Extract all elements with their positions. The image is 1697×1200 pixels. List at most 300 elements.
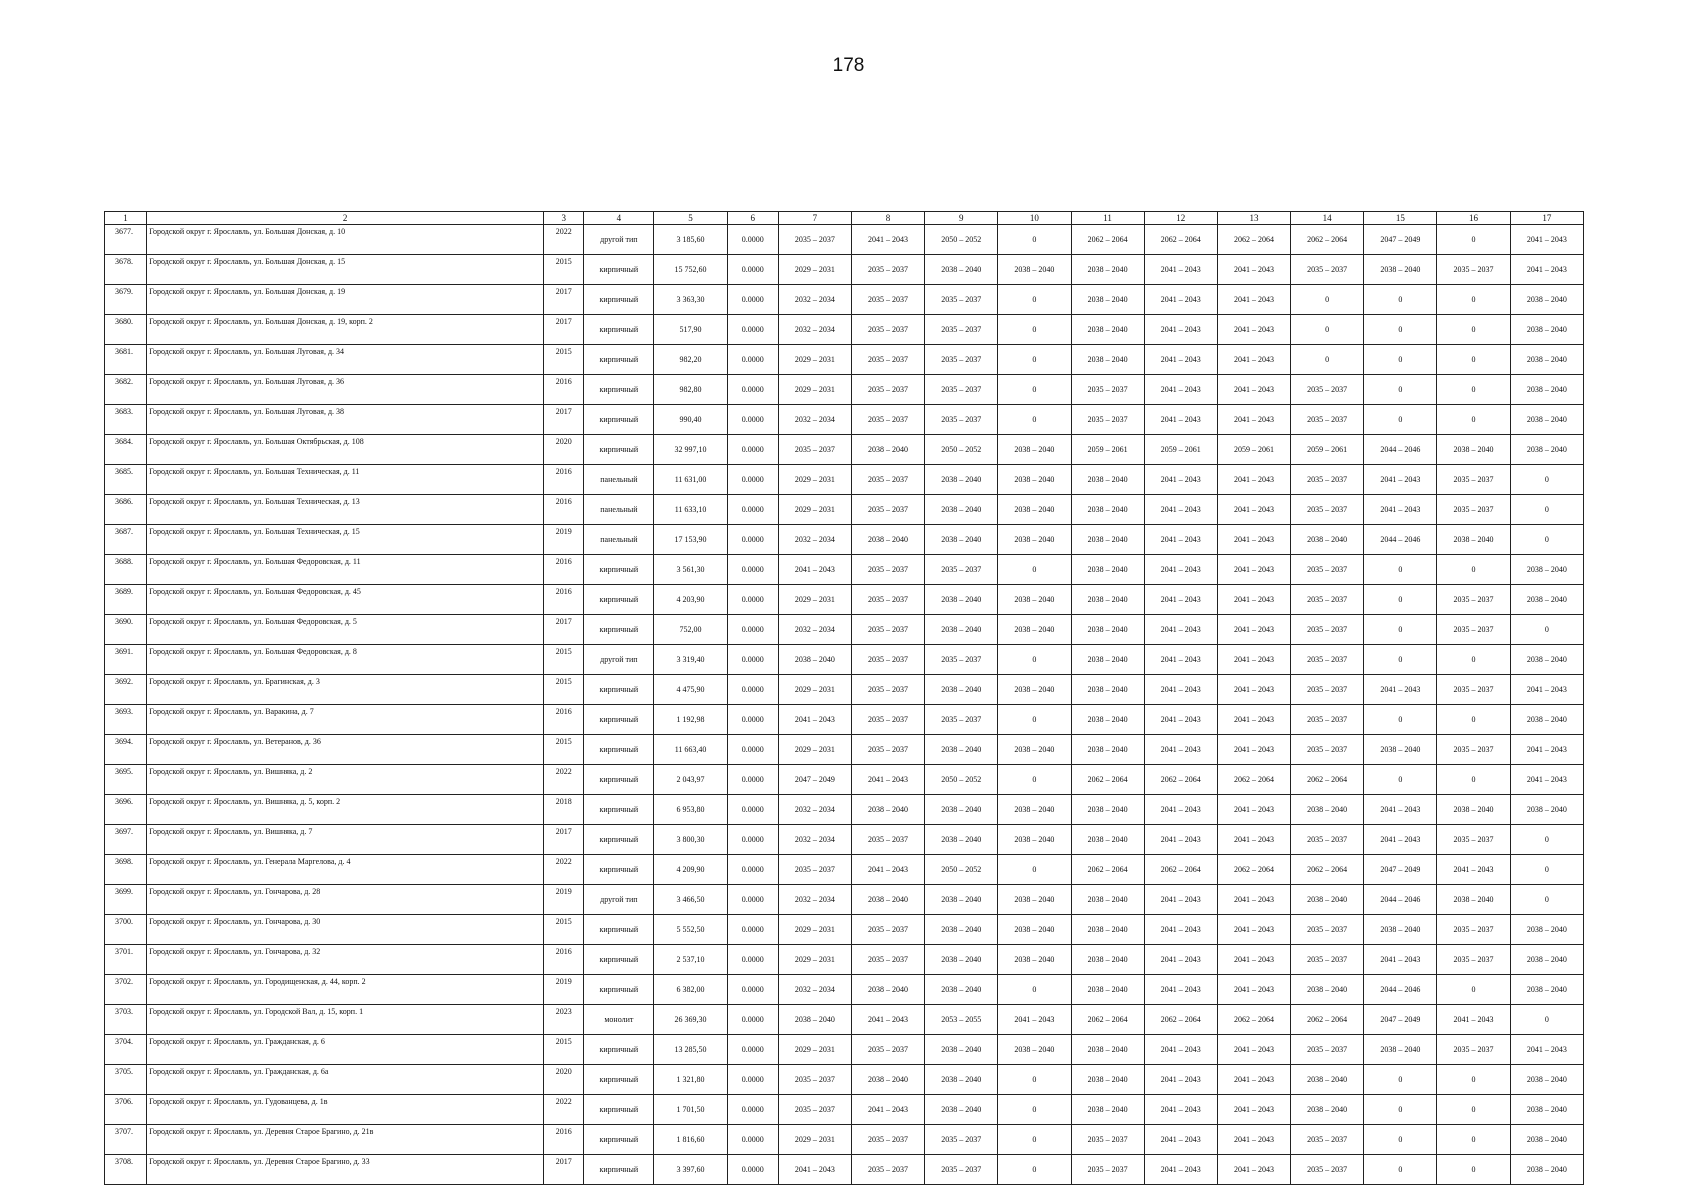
row-number-cell: 3702. [105, 975, 147, 1005]
period-cell-col-15: 0 [1364, 375, 1437, 405]
period-cell-col-11: 2038 – 2040 [1071, 1065, 1144, 1095]
period-cell-col-16: 0 [1437, 225, 1510, 255]
table-row [105, 495, 1584, 525]
address-cell: Городской округ г. Ярославль, ул. Большая Октябрьская, д. 108 [147, 435, 544, 465]
period-cell-col-7: 2029 – 2031 [778, 585, 851, 615]
period-cell-col-17: 2038 – 2040 [1510, 645, 1583, 675]
coefficient-cell: 0.0000 [727, 435, 778, 465]
period-cell-col-9: 2035 – 2037 [925, 345, 998, 375]
wall-material-cell: кирпичный [584, 255, 654, 285]
period-cell-col-14: 2035 – 2037 [1291, 255, 1364, 285]
period-cell-col-11: 2035 – 2037 [1071, 375, 1144, 405]
period-cell-col-16: 2041 – 2043 [1437, 1005, 1510, 1035]
area-cell: 4 209,90 [654, 855, 727, 885]
coefficient-cell: 0.0000 [727, 705, 778, 735]
period-cell-col-15: 2044 – 2046 [1364, 885, 1437, 915]
period-cell-col-13: 2041 – 2043 [1217, 705, 1290, 735]
period-cell-col-9: 2035 – 2037 [925, 375, 998, 405]
period-cell-col-17: 2038 – 2040 [1510, 555, 1583, 585]
period-cell-col-16: 2035 – 2037 [1437, 945, 1510, 975]
table-row [105, 345, 1584, 375]
coefficient-cell: 0.0000 [727, 585, 778, 615]
period-cell-col-15: 0 [1364, 615, 1437, 645]
table-row [105, 735, 1584, 765]
table-row [105, 705, 1584, 735]
wall-material-cell: панельный [584, 495, 654, 525]
row-number-cell: 3686. [105, 495, 147, 525]
period-cell-col-10: 2038 – 2040 [998, 945, 1071, 975]
year-cell: 2018 [544, 795, 584, 825]
period-cell-col-7: 2035 – 2037 [778, 225, 851, 255]
address-cell: Городской округ г. Ярославль, ул. Вишняка, д. 7 [147, 825, 544, 855]
period-cell-col-11: 2062 – 2064 [1071, 1005, 1144, 1035]
period-cell-col-13: 2041 – 2043 [1217, 375, 1290, 405]
address-cell: Городской округ г. Ярославль, ул. Большая Федоровская, д. 8 [147, 645, 544, 675]
period-cell-col-17: 0 [1510, 885, 1583, 915]
period-cell-col-7: 2047 – 2049 [778, 765, 851, 795]
period-cell-col-7: 2029 – 2031 [778, 915, 851, 945]
column-header-15: 15 [1364, 212, 1437, 225]
period-cell-col-10: 0 [998, 555, 1071, 585]
coefficient-cell: 0.0000 [727, 1005, 778, 1035]
period-cell-col-14: 2035 – 2037 [1291, 735, 1364, 765]
table-row [105, 465, 1584, 495]
period-cell-col-12: 2041 – 2043 [1144, 795, 1217, 825]
wall-material-cell: другой тип [584, 885, 654, 915]
year-cell: 2015 [544, 255, 584, 285]
period-cell-col-14: 2035 – 2037 [1291, 825, 1364, 855]
period-cell-col-17: 2038 – 2040 [1510, 705, 1583, 735]
wall-material-cell: кирпичный [584, 1065, 654, 1095]
period-cell-col-14: 2038 – 2040 [1291, 1095, 1364, 1125]
period-cell-col-7: 2032 – 2034 [778, 615, 851, 645]
period-cell-col-10: 0 [998, 375, 1071, 405]
period-cell-col-16: 0 [1437, 975, 1510, 1005]
period-cell-col-14: 2035 – 2037 [1291, 915, 1364, 945]
column-header-9: 9 [925, 212, 998, 225]
area-cell: 26 369,30 [654, 1005, 727, 1035]
year-cell: 2015 [544, 1035, 584, 1065]
area-cell: 990,40 [654, 405, 727, 435]
row-number-cell: 3694. [105, 735, 147, 765]
area-cell: 1 192,98 [654, 705, 727, 735]
period-cell-col-9: 2038 – 2040 [925, 975, 998, 1005]
period-cell-col-11: 2059 – 2061 [1071, 435, 1144, 465]
period-cell-col-11: 2038 – 2040 [1071, 285, 1144, 315]
period-cell-col-17: 2038 – 2040 [1510, 795, 1583, 825]
wall-material-cell: панельный [584, 465, 654, 495]
coefficient-cell: 0.0000 [727, 1155, 778, 1185]
period-cell-col-12: 2041 – 2043 [1144, 1095, 1217, 1125]
area-cell: 4 203,90 [654, 585, 727, 615]
period-cell-col-7: 2029 – 2031 [778, 735, 851, 765]
period-cell-col-7: 2035 – 2037 [778, 1065, 851, 1095]
period-cell-col-9: 2038 – 2040 [925, 465, 998, 495]
period-cell-col-12: 2041 – 2043 [1144, 1155, 1217, 1185]
period-cell-col-13: 2041 – 2043 [1217, 1035, 1290, 1065]
column-header-14: 14 [1291, 212, 1364, 225]
period-cell-col-13: 2041 – 2043 [1217, 255, 1290, 285]
period-cell-col-16: 0 [1437, 765, 1510, 795]
period-cell-col-11: 2038 – 2040 [1071, 255, 1144, 285]
period-cell-col-16: 2035 – 2037 [1437, 495, 1510, 525]
period-cell-col-11: 2038 – 2040 [1071, 885, 1144, 915]
period-cell-col-13: 2041 – 2043 [1217, 945, 1290, 975]
period-cell-col-17: 0 [1510, 1005, 1583, 1035]
address-cell: Городской округ г. Ярославль, ул. Гудованцева, д. 1в [147, 1095, 544, 1125]
period-cell-col-10: 0 [998, 345, 1071, 375]
address-cell: Городской округ г. Ярославль, ул. Деревня Старое Брагино, д. 33 [147, 1155, 544, 1185]
year-cell: 2015 [544, 645, 584, 675]
coefficient-cell: 0.0000 [727, 825, 778, 855]
period-cell-col-9: 2050 – 2052 [925, 765, 998, 795]
column-header-5: 5 [654, 212, 727, 225]
period-cell-col-14: 2035 – 2037 [1291, 375, 1364, 405]
table-row [105, 315, 1584, 345]
table-row [105, 375, 1584, 405]
period-cell-col-17: 2041 – 2043 [1510, 1035, 1583, 1065]
table-row [105, 975, 1584, 1005]
column-header-1: 1 [105, 212, 147, 225]
period-cell-col-8: 2041 – 2043 [851, 1005, 924, 1035]
period-cell-col-15: 0 [1364, 705, 1437, 735]
period-cell-col-12: 2041 – 2043 [1144, 525, 1217, 555]
period-cell-col-10: 2038 – 2040 [998, 795, 1071, 825]
period-cell-col-10: 2038 – 2040 [998, 1035, 1071, 1065]
area-cell: 11 633,10 [654, 495, 727, 525]
address-cell: Городской округ г. Ярославль, ул. Брагинская, д. 3 [147, 675, 544, 705]
row-number-cell: 3692. [105, 675, 147, 705]
row-number-cell: 3696. [105, 795, 147, 825]
period-cell-col-13: 2041 – 2043 [1217, 1065, 1290, 1095]
coefficient-cell: 0.0000 [727, 345, 778, 375]
coefficient-cell: 0.0000 [727, 885, 778, 915]
year-cell: 2017 [544, 1155, 584, 1185]
period-cell-col-16: 2035 – 2037 [1437, 255, 1510, 285]
year-cell: 2017 [544, 315, 584, 345]
period-cell-col-15: 0 [1364, 645, 1437, 675]
period-cell-col-16: 2035 – 2037 [1437, 675, 1510, 705]
period-cell-col-16: 2035 – 2037 [1437, 825, 1510, 855]
year-cell: 2019 [544, 525, 584, 555]
period-cell-col-12: 2041 – 2043 [1144, 615, 1217, 645]
period-cell-col-11: 2038 – 2040 [1071, 555, 1144, 585]
period-cell-col-17: 2038 – 2040 [1510, 585, 1583, 615]
period-cell-col-17: 2038 – 2040 [1510, 1155, 1583, 1185]
period-cell-col-14: 2035 – 2037 [1291, 645, 1364, 675]
period-cell-col-9: 2038 – 2040 [925, 525, 998, 555]
period-cell-col-16: 2035 – 2037 [1437, 735, 1510, 765]
address-cell: Городской округ г. Ярославль, ул. Большая Техническая, д. 11 [147, 465, 544, 495]
period-cell-col-10: 2038 – 2040 [998, 885, 1071, 915]
area-cell: 4 475,90 [654, 675, 727, 705]
period-cell-col-12: 2041 – 2043 [1144, 915, 1217, 945]
period-cell-col-16: 0 [1437, 315, 1510, 345]
period-cell-col-10: 2038 – 2040 [998, 465, 1071, 495]
period-cell-col-9: 2038 – 2040 [925, 615, 998, 645]
period-cell-col-13: 2041 – 2043 [1217, 1125, 1290, 1155]
period-cell-col-7: 2038 – 2040 [778, 1005, 851, 1035]
address-cell: Городской округ г. Ярославль, ул. Генерала Маргелова, д. 4 [147, 855, 544, 885]
period-cell-col-17: 2038 – 2040 [1510, 345, 1583, 375]
period-cell-col-11: 2062 – 2064 [1071, 855, 1144, 885]
period-cell-col-9: 2035 – 2037 [925, 405, 998, 435]
period-cell-col-14: 2038 – 2040 [1291, 795, 1364, 825]
row-number-cell: 3681. [105, 345, 147, 375]
period-cell-col-10: 2038 – 2040 [998, 615, 1071, 645]
address-cell: Городской округ г. Ярославль, ул. Большая Федоровская, д. 5 [147, 615, 544, 645]
period-cell-col-12: 2041 – 2043 [1144, 675, 1217, 705]
table-row [105, 255, 1584, 285]
period-cell-col-11: 2038 – 2040 [1071, 585, 1144, 615]
period-cell-col-7: 2029 – 2031 [778, 255, 851, 285]
period-cell-col-15: 0 [1364, 405, 1437, 435]
table-row [105, 525, 1584, 555]
period-cell-col-10: 0 [998, 1065, 1071, 1095]
year-cell: 2016 [544, 465, 584, 495]
period-cell-col-7: 2032 – 2034 [778, 795, 851, 825]
period-cell-col-10: 0 [998, 855, 1071, 885]
period-cell-col-11: 2038 – 2040 [1071, 795, 1144, 825]
period-cell-col-13: 2041 – 2043 [1217, 405, 1290, 435]
period-cell-col-11: 2038 – 2040 [1071, 975, 1144, 1005]
coefficient-cell: 0.0000 [727, 285, 778, 315]
period-cell-col-8: 2038 – 2040 [851, 1065, 924, 1095]
period-cell-col-11: 2038 – 2040 [1071, 525, 1144, 555]
period-cell-col-17: 2038 – 2040 [1510, 1065, 1583, 1095]
period-cell-col-7: 2032 – 2034 [778, 825, 851, 855]
period-cell-col-12: 2041 – 2043 [1144, 585, 1217, 615]
period-cell-col-13: 2041 – 2043 [1217, 825, 1290, 855]
period-cell-col-14: 2038 – 2040 [1291, 525, 1364, 555]
row-number-cell: 3704. [105, 1035, 147, 1065]
year-cell: 2017 [544, 285, 584, 315]
period-cell-col-13: 2041 – 2043 [1217, 285, 1290, 315]
period-cell-col-14: 0 [1291, 345, 1364, 375]
year-cell: 2016 [544, 585, 584, 615]
year-cell: 2016 [544, 555, 584, 585]
row-number-cell: 3682. [105, 375, 147, 405]
period-cell-col-9: 2035 – 2037 [925, 1155, 998, 1185]
period-cell-col-9: 2038 – 2040 [925, 825, 998, 855]
period-cell-col-7: 2029 – 2031 [778, 675, 851, 705]
period-cell-col-12: 2041 – 2043 [1144, 1065, 1217, 1095]
period-cell-col-7: 2029 – 2031 [778, 465, 851, 495]
period-cell-col-8: 2041 – 2043 [851, 1095, 924, 1125]
period-cell-col-8: 2035 – 2037 [851, 1035, 924, 1065]
column-header-13: 13 [1217, 212, 1290, 225]
table-row [105, 285, 1584, 315]
year-cell: 2023 [544, 1005, 584, 1035]
period-cell-col-13: 2041 – 2043 [1217, 315, 1290, 345]
area-cell: 1 816,60 [654, 1125, 727, 1155]
period-cell-col-15: 2041 – 2043 [1364, 675, 1437, 705]
wall-material-cell: кирпичный [584, 795, 654, 825]
row-number-cell: 3689. [105, 585, 147, 615]
period-cell-col-16: 2035 – 2037 [1437, 585, 1510, 615]
period-cell-col-11: 2038 – 2040 [1071, 465, 1144, 495]
period-cell-col-13: 2062 – 2064 [1217, 225, 1290, 255]
period-cell-col-15: 2041 – 2043 [1364, 495, 1437, 525]
row-number-cell: 3688. [105, 555, 147, 585]
period-cell-col-12: 2041 – 2043 [1144, 315, 1217, 345]
wall-material-cell: кирпичный [584, 375, 654, 405]
period-cell-col-9: 2038 – 2040 [925, 735, 998, 765]
year-cell: 2019 [544, 885, 584, 915]
period-cell-col-17: 2038 – 2040 [1510, 975, 1583, 1005]
period-cell-col-12: 2041 – 2043 [1144, 1035, 1217, 1065]
period-cell-col-8: 2041 – 2043 [851, 225, 924, 255]
period-cell-col-9: 2035 – 2037 [925, 555, 998, 585]
period-cell-col-15: 2041 – 2043 [1364, 795, 1437, 825]
wall-material-cell: кирпичный [584, 615, 654, 645]
period-cell-col-12: 2041 – 2043 [1144, 825, 1217, 855]
year-cell: 2016 [544, 1125, 584, 1155]
row-number-cell: 3705. [105, 1065, 147, 1095]
period-cell-col-15: 2044 – 2046 [1364, 525, 1437, 555]
period-cell-col-11: 2062 – 2064 [1071, 765, 1144, 795]
row-number-cell: 3693. [105, 705, 147, 735]
period-cell-col-7: 2041 – 2043 [778, 1155, 851, 1185]
period-cell-col-16: 2038 – 2040 [1437, 435, 1510, 465]
table-body [105, 225, 1584, 1185]
period-cell-col-11: 2035 – 2037 [1071, 405, 1144, 435]
coefficient-cell: 0.0000 [727, 465, 778, 495]
period-cell-col-13: 2062 – 2064 [1217, 765, 1290, 795]
period-cell-col-10: 2038 – 2040 [998, 735, 1071, 765]
row-number-cell: 3687. [105, 525, 147, 555]
period-cell-col-7: 2032 – 2034 [778, 315, 851, 345]
period-cell-col-11: 2038 – 2040 [1071, 615, 1144, 645]
row-number-cell: 3680. [105, 315, 147, 345]
address-cell: Городской округ г. Ярославль, ул. Городской Вал, д. 15, корп. 1 [147, 1005, 544, 1035]
year-cell: 2022 [544, 225, 584, 255]
period-cell-col-13: 2062 – 2064 [1217, 855, 1290, 885]
wall-material-cell: кирпичный [584, 1155, 654, 1185]
period-cell-col-7: 2038 – 2040 [778, 645, 851, 675]
period-cell-col-7: 2032 – 2034 [778, 975, 851, 1005]
period-cell-col-11: 2038 – 2040 [1071, 705, 1144, 735]
period-cell-col-14: 2062 – 2064 [1291, 225, 1364, 255]
period-cell-col-13: 2041 – 2043 [1217, 975, 1290, 1005]
period-cell-col-10: 2041 – 2043 [998, 1005, 1071, 1035]
period-cell-col-9: 2050 – 2052 [925, 225, 998, 255]
period-cell-col-7: 2029 – 2031 [778, 945, 851, 975]
wall-material-cell: кирпичный [584, 705, 654, 735]
table-row [105, 885, 1584, 915]
period-cell-col-7: 2032 – 2034 [778, 285, 851, 315]
row-number-cell: 3678. [105, 255, 147, 285]
period-cell-col-17: 2038 – 2040 [1510, 945, 1583, 975]
period-cell-col-8: 2035 – 2037 [851, 1125, 924, 1155]
period-cell-col-14: 2035 – 2037 [1291, 465, 1364, 495]
address-cell: Городской округ г. Ярославль, ул. Большая Донская, д. 10 [147, 225, 544, 255]
address-cell: Городской округ г. Ярославль, ул. Гончарова, д. 32 [147, 945, 544, 975]
period-cell-col-7: 2029 – 2031 [778, 1125, 851, 1155]
period-cell-col-8: 2038 – 2040 [851, 795, 924, 825]
period-cell-col-7: 2035 – 2037 [778, 1095, 851, 1125]
period-cell-col-8: 2035 – 2037 [851, 255, 924, 285]
coefficient-cell: 0.0000 [727, 405, 778, 435]
coefficient-cell: 0.0000 [727, 1125, 778, 1155]
year-cell: 2022 [544, 765, 584, 795]
wall-material-cell: кирпичный [584, 315, 654, 345]
period-cell-col-15: 0 [1364, 585, 1437, 615]
period-cell-col-16: 0 [1437, 1125, 1510, 1155]
period-cell-col-13: 2041 – 2043 [1217, 495, 1290, 525]
period-cell-col-12: 2041 – 2043 [1144, 375, 1217, 405]
period-cell-col-17: 0 [1510, 855, 1583, 885]
period-cell-col-15: 2038 – 2040 [1364, 255, 1437, 285]
area-cell: 32 997,10 [654, 435, 727, 465]
period-cell-col-8: 2038 – 2040 [851, 975, 924, 1005]
period-cell-col-17: 2041 – 2043 [1510, 735, 1583, 765]
period-cell-col-12: 2041 – 2043 [1144, 975, 1217, 1005]
year-cell: 2017 [544, 405, 584, 435]
column-header-17: 17 [1510, 212, 1583, 225]
period-cell-col-15: 2044 – 2046 [1364, 435, 1437, 465]
column-header-3: 3 [544, 212, 584, 225]
period-cell-col-16: 0 [1437, 345, 1510, 375]
coefficient-cell: 0.0000 [727, 225, 778, 255]
coefficient-cell: 0.0000 [727, 375, 778, 405]
period-cell-col-8: 2041 – 2043 [851, 855, 924, 885]
address-cell: Городской округ г. Ярославль, ул. Большая Федоровская, д. 45 [147, 585, 544, 615]
period-cell-col-10: 2038 – 2040 [998, 675, 1071, 705]
row-number-cell: 3698. [105, 855, 147, 885]
period-cell-col-15: 2047 – 2049 [1364, 855, 1437, 885]
period-cell-col-16: 2041 – 2043 [1437, 855, 1510, 885]
row-number-cell: 3691. [105, 645, 147, 675]
address-cell: Городской округ г. Ярославль, ул. Гражданская, д. 6 [147, 1035, 544, 1065]
period-cell-col-15: 2041 – 2043 [1364, 465, 1437, 495]
period-cell-col-7: 2041 – 2043 [778, 705, 851, 735]
area-cell: 982,80 [654, 375, 727, 405]
year-cell: 2017 [544, 615, 584, 645]
address-cell: Городской округ г. Ярославль, ул. Вишняка, д. 2 [147, 765, 544, 795]
table-row [105, 945, 1584, 975]
table-row [105, 915, 1584, 945]
table-row [105, 645, 1584, 675]
address-cell: Городской округ г. Ярославль, ул. Городищенская, д. 44, корп. 2 [147, 975, 544, 1005]
period-cell-col-10: 0 [998, 285, 1071, 315]
coefficient-cell: 0.0000 [727, 795, 778, 825]
period-cell-col-17: 2038 – 2040 [1510, 375, 1583, 405]
year-cell: 2015 [544, 675, 584, 705]
table-row [105, 1155, 1584, 1185]
table-row [105, 405, 1584, 435]
period-cell-col-11: 2035 – 2037 [1071, 1125, 1144, 1155]
period-cell-col-16: 0 [1437, 285, 1510, 315]
area-cell: 3 319,40 [654, 645, 727, 675]
period-cell-col-11: 2035 – 2037 [1071, 1155, 1144, 1185]
wall-material-cell: кирпичный [584, 285, 654, 315]
period-cell-col-9: 2050 – 2052 [925, 855, 998, 885]
column-header-6: 6 [727, 212, 778, 225]
period-cell-col-13: 2041 – 2043 [1217, 345, 1290, 375]
year-cell: 2017 [544, 825, 584, 855]
wall-material-cell: кирпичный [584, 1035, 654, 1065]
period-cell-col-13: 2041 – 2043 [1217, 645, 1290, 675]
period-cell-col-17: 0 [1510, 495, 1583, 525]
area-cell: 1 701,50 [654, 1095, 727, 1125]
address-cell: Городской округ г. Ярославль, ул. Гончарова, д. 30 [147, 915, 544, 945]
period-cell-col-8: 2035 – 2037 [851, 825, 924, 855]
period-cell-col-15: 2038 – 2040 [1364, 915, 1437, 945]
coefficient-cell: 0.0000 [727, 735, 778, 765]
row-number-cell: 3677. [105, 225, 147, 255]
period-cell-col-15: 0 [1364, 345, 1437, 375]
